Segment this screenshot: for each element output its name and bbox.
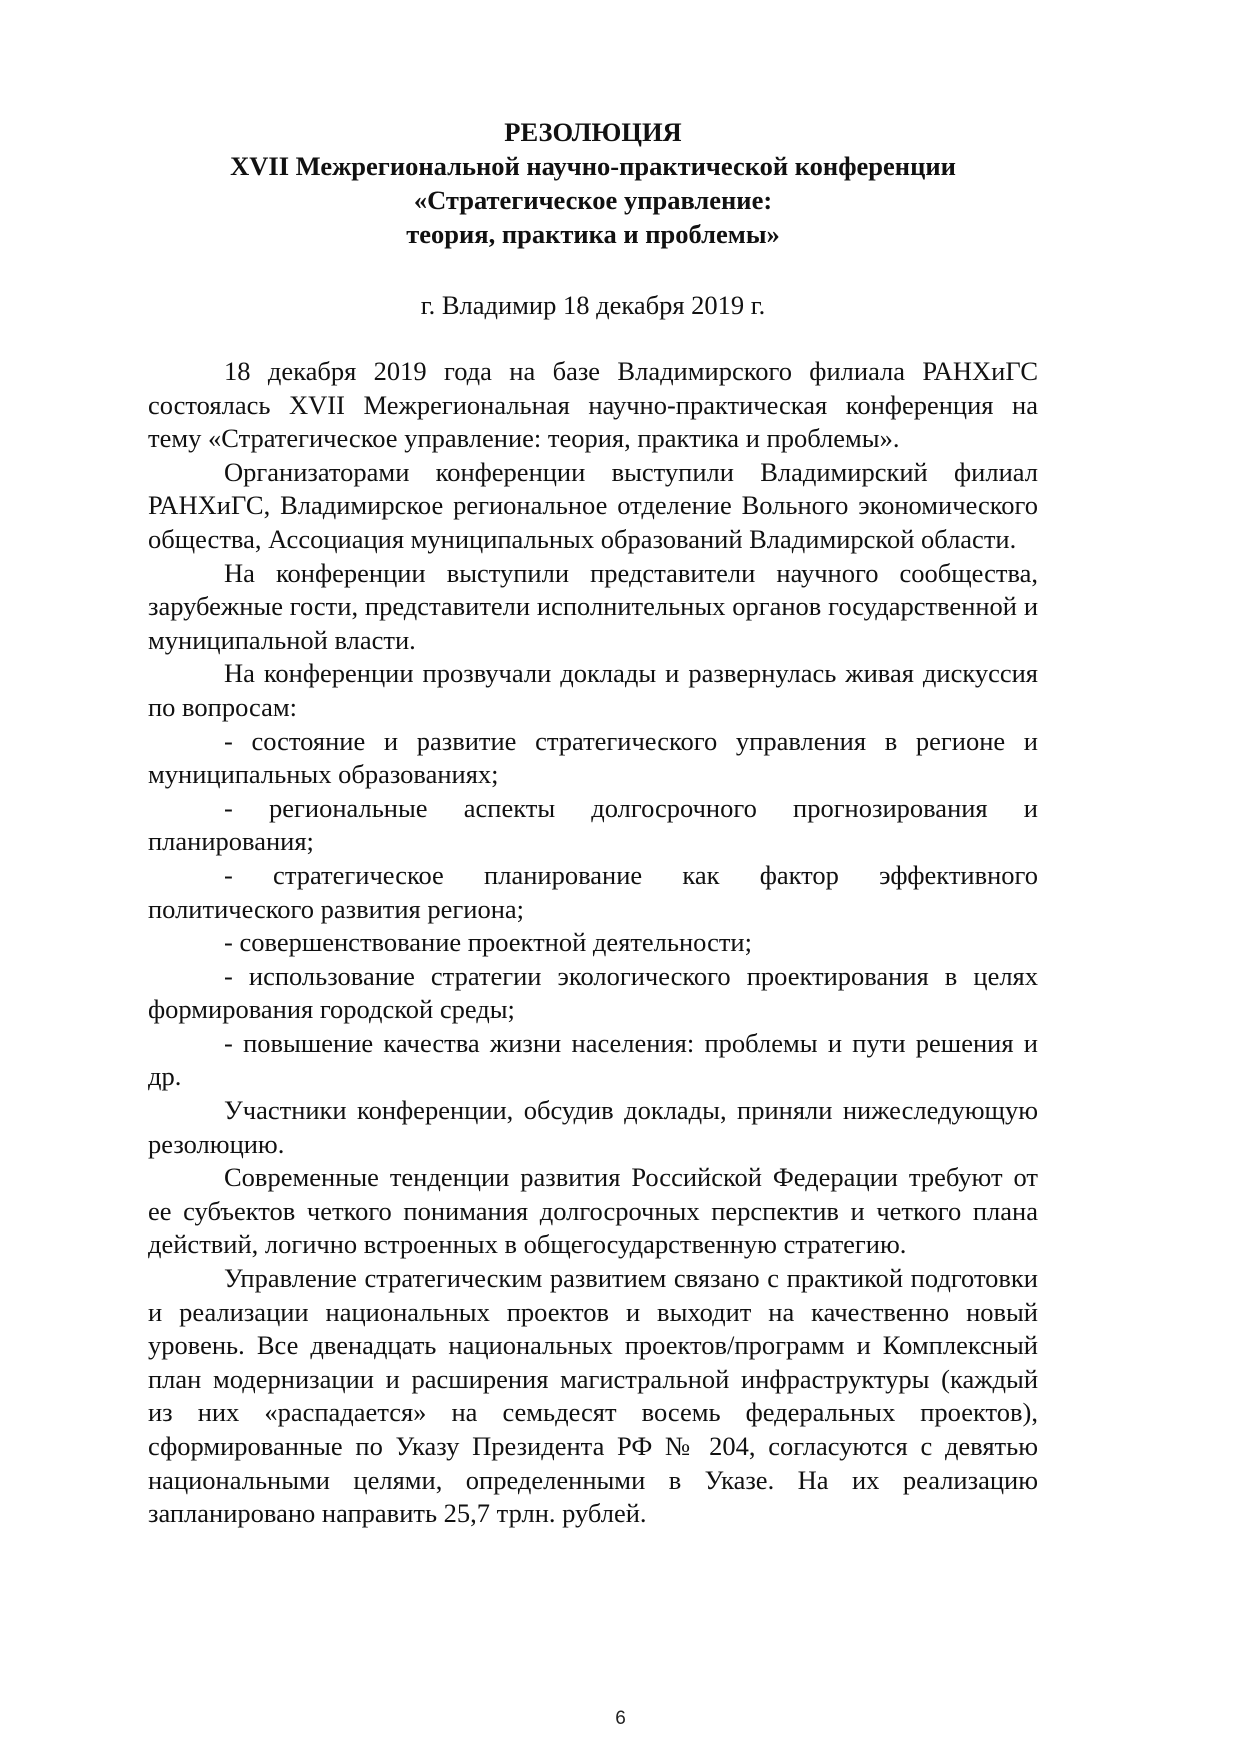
- paragraph: Управление стратегическим развитием связано с практикой подготовки и реализации национальных проектов и выходит на качественно новый уровень. Все двенадцать национальных проектов/программ и Комплексный план модернизации и расширения магистральной инфраструктуры (каждый из них «распадается» на семьдесят восемь федеральных проектов), сформированные по Указу Президента РФ № 204, согласуются с девятью национальными целями, определенными в Указе. На их реализацию запланировано направить 25,7 трлн. рублей.: [148, 1263, 1038, 1529]
- document-body: [148, 355, 1038, 1531]
- paragraph: Организаторами конференции выступили Владимирский филиал РАНХиГС, Владимирское региональное отделение Вольного экономического общества, Ассоциация муниципальных образований Владимирской области.: [148, 456, 1038, 554]
- document-header: [148, 115, 1038, 251]
- document-title: РЕЗОЛЮЦИЯ: [504, 117, 682, 147]
- discussion-list-item: - совершенствование проектной деятельности;: [224, 927, 752, 958]
- discussion-list-item: - состояние и развитие стратегического управления в регионе и муниципальных образованиях;: [148, 725, 1038, 790]
- document-subtitle-line-3: теория, практика и проблемы»: [406, 219, 780, 249]
- paragraph: На конференции прозвучали доклады и развернулась живая дискуссия по вопросам:: [148, 658, 1038, 722]
- discussion-list-item: - повышение качества жизни населения: проблемы и пути решения и др.: [148, 1027, 1038, 1092]
- discussion-list-item: - использование стратегии экологического проектирования в целях формирования городской среды;: [148, 960, 1038, 1025]
- paragraph: Участники конференции, обсудив доклады, приняли нижеследующую резолюцию.: [148, 1095, 1038, 1159]
- discussion-list-item: - стратегическое планирование как фактор эффективного политического развития региона;: [148, 859, 1038, 924]
- paragraph: 18 декабря 2019 года на базе Владимирского филиала РАНХиГС состоялась XVII Межрегиональная научно-практическая конференция на тему «Стратегическое управление: теория, практика и проблемы».: [148, 356, 1038, 454]
- page-number: 6: [615, 1708, 626, 1729]
- place-and-date: г. Владимир 18 декабря 2019 г.: [420, 290, 766, 320]
- paragraph: На конференции выступили представители научного сообщества, зарубежные гости, представители исполнительных органов государственной и муниципальной власти.: [148, 557, 1038, 655]
- document-subtitle-line-2: «Стратегическое управление:: [413, 185, 773, 215]
- paragraph: Современные тенденции развития Российской Федерации требуют от ее субъектов четкого понимания долгосрочных перспектив и четкого плана действий, логично встроенных в общегосударственную стратегию.: [148, 1162, 1038, 1260]
- document-subtitle-line-1: XVII Межрегиональной научно-практической конференции: [230, 151, 956, 181]
- discussion-list-item: - региональные аспекты долгосрочного прогнозирования и планирования;: [148, 792, 1038, 857]
